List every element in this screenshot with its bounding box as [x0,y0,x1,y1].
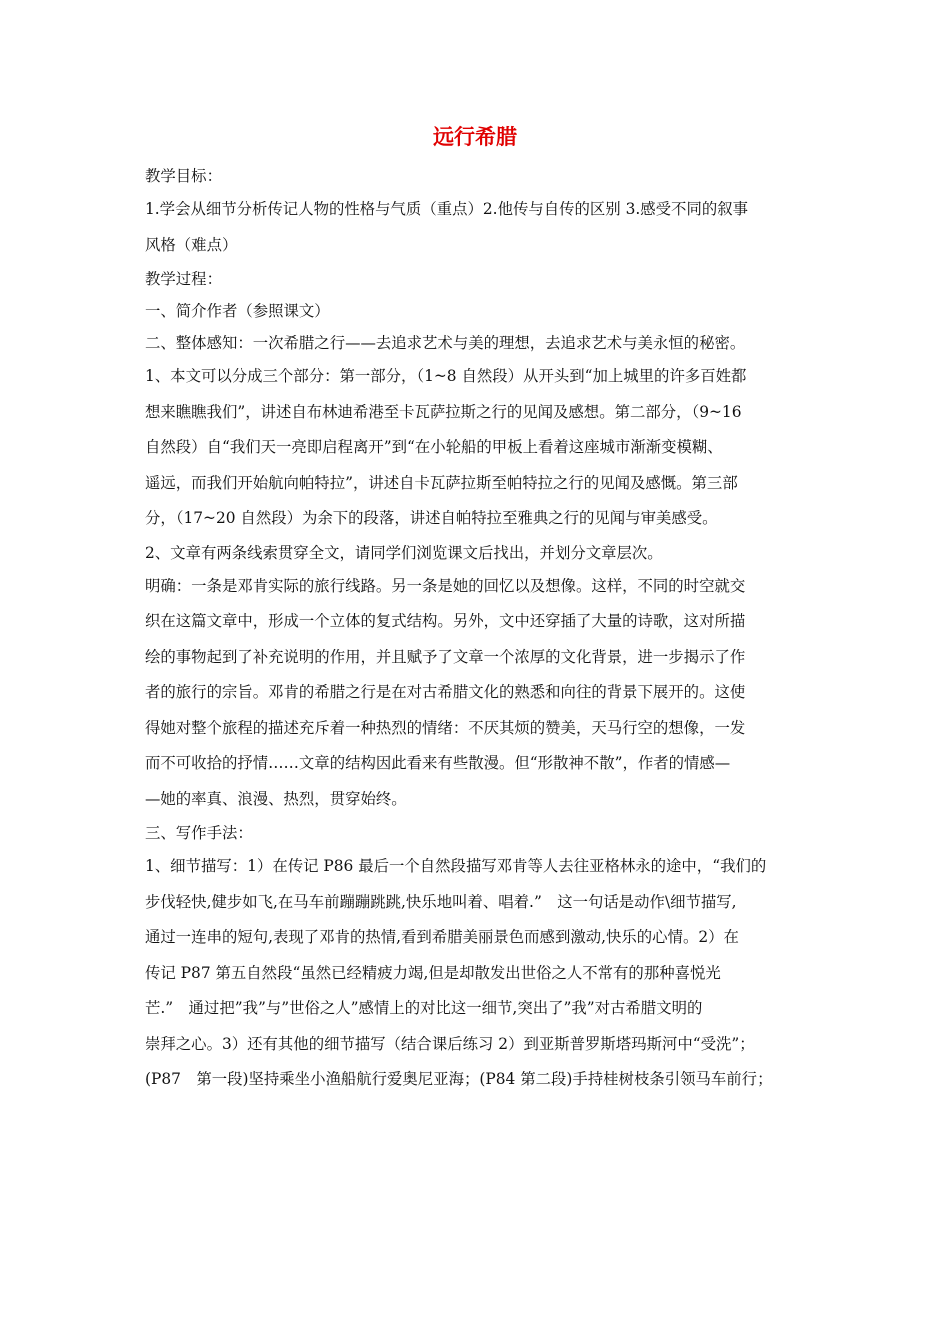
text-line: 通过一连串的短句,表现了邓肯的热情,看到希腊美丽景色而感到激动,快乐的心情。2）在 [145,928,739,946]
text-line: 织在这篇文章中，形成一个立体的复式结构。另外，文中还穿插了大量的诗歌，这对所描 [145,612,746,630]
document-title: 远行希腊 [433,125,517,149]
text-line: 传记 P87 第五自然段“虽然已经精疲力竭,但是却散发出世俗之人不常有的那种喜悦光 [145,963,721,982]
text-line: 一、简介作者（参照课文） [145,302,330,320]
text-line: 1、细节描写：1）在传记 P86 最后一个自然段描写邓肯等人去往亚格林永的途中，“我们的 [145,857,767,875]
text-line: 明确：一条是邓肯实际的旅行线路。另一条是她的回忆以及想像。这样，不同的时空就交 [145,576,746,595]
text-line: 三、写作手法： [145,824,253,842]
text-line: 得她对整个旅程的描述充斥着一种热烈的情绪：不厌其烦的赞美，天马行空的想像，一发 [145,718,746,737]
text-line: 风格（难点） [145,235,238,254]
text-line: 者的旅行的宗旨。邓肯的希腊之行是在对古希腊文化的熟悉和向往的背景下展开的。这使 [145,683,746,701]
text-line: 遥远，而我们开始航向帕特拉”，讲述自卡瓦萨拉斯至帕特拉之行的见闻及感慨。第三部 [145,473,738,492]
text-line: 1、本文可以分成三个部分：第一部分，（1~8 自然段）从开头到“加上城里的许多百姓都 [145,367,747,385]
text-line: 教学目标： [145,167,222,185]
text-line: 2、文章有两条线索贯穿全文，请同学们浏览课文后找出，并划分文章层次。 [145,543,663,562]
text-line: —她的率真、浪漫、热烈，贯穿始终。 [145,789,407,808]
text-line: 绘的事物起到了补充说明的作用，并且赋予了文章一个浓厚的文化背景，进一步揭示了作 [145,647,746,666]
text-line: 芒.” 通过把”我”与”世俗之人”感情上的对比这一细节,突出了”我”对古希腊文明的 [145,999,703,1017]
text-line: (P87 第一段)坚持乘坐小渔船航行爱奥尼亚海；(P84 第二段)手持桂树枝条引领马车前行； [145,1070,773,1088]
text-line: 教学过程： [145,270,222,288]
text-line: 分，（17~20 自然段）为余下的段落，讲述自帕特拉至雅典之行的见闻与审美感受。 [145,509,718,527]
text-line: 想来瞧瞧我们”，讲述自布林迪希港至卡瓦萨拉斯之行的见闻及感想。第二部分，（9~16 [145,402,742,421]
text-line: 步伐轻快,健步如飞,在马车前蹦蹦跳跳,快乐地叫着、唱着.” 这一句话是动作\细节描写, [145,892,737,911]
text-line: 崇拜之心。3）还有其他的细节描写（结合课后练习 2）到亚斯普罗斯塔玛斯河中“受洗”； [145,1034,755,1053]
text-line: 而不可收拾的抒情……文章的结构因此看来有些散漫。但“形散神不散”，作者的情感— [145,754,731,772]
text-line: 1.学会从细节分析传记人物的性格与气质（重点）2.他传与自传的区别 3.感受不同的叙事 [145,200,749,218]
text-line: 自然段）自“我们天一亮即启程离开”到“在小轮船的甲板上看着这座城市渐渐变模糊、 [145,438,723,456]
document-body [145,160,809,1098]
text-line: 二、整体感知：一次希腊之行——去追求艺术与美的理想，去追求艺术与美永恒的秘密。 [145,334,746,352]
